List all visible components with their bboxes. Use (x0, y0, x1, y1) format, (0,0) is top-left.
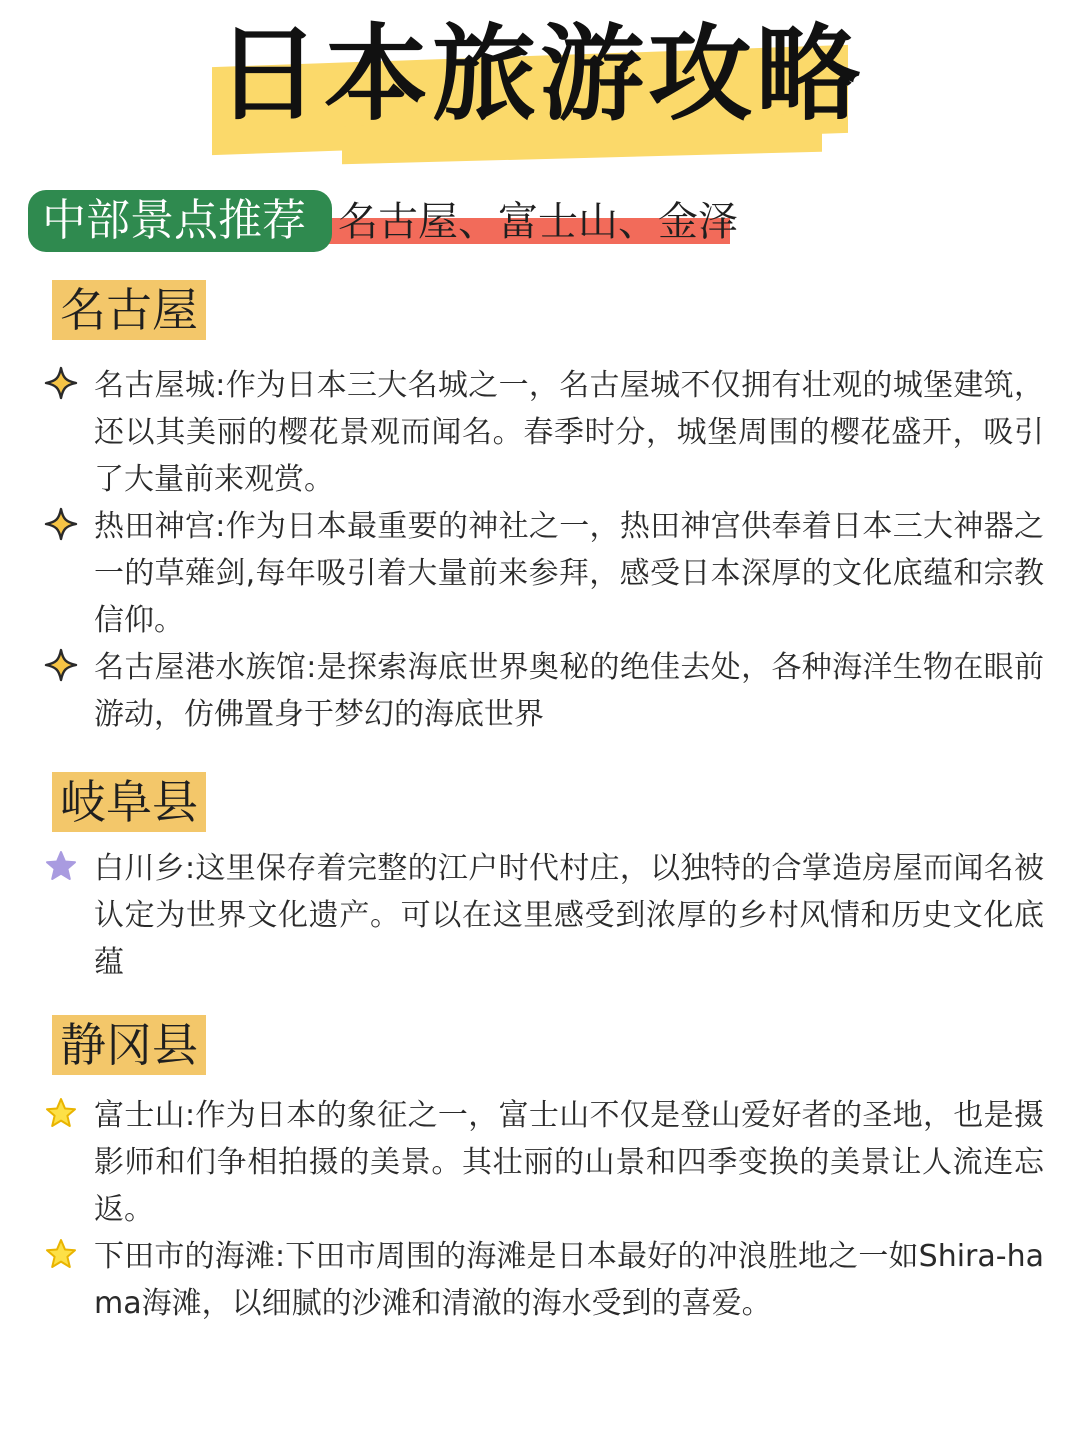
title-area (0, 0, 1080, 170)
list-item (44, 503, 1044, 644)
section-heading-shizuoka: 静冈县 (52, 1015, 206, 1075)
subtitle-row (28, 190, 748, 256)
list-item (44, 1233, 1044, 1327)
four-point-sparkle-icon (44, 366, 78, 400)
list-item (44, 845, 1044, 986)
item-text: 下田市的海滩:下田市周围的海滩是日本最好的冲浪胜地之一如Shira-hama海滩，以细腻的沙滩和清澈的海水受到的喜爱。 (94, 1239, 1044, 1321)
item-text: 名古屋城:作为日本三大名城之一，名古屋城不仅拥有壮观的城堡建筑，还以其美丽的樱花景观而闻名。春季时分，城堡周围的樱花盛开，吸引了大量前来观赏。 (94, 368, 1044, 497)
page-title: 日本旅游攻略 (215, 13, 864, 135)
item-text: 名古屋港水族馆:是探索海底世界奥秘的绝佳去处，各种海洋生物在眼前游动，仿佛置身于梦幻的海底世界 (94, 650, 1044, 732)
four-point-sparkle-icon (44, 507, 78, 541)
yellow-star-icon (44, 1096, 78, 1130)
list-item (44, 362, 1044, 503)
four-point-sparkle-icon (44, 648, 78, 682)
item-text: 富士山:作为日本的象征之一，富士山不仅是登山爱好者的圣地，也是摄影师和们争相拍摄的美景。其壮丽的山景和四季变换的美景让人流连忘返。 (94, 1098, 1044, 1227)
subtitle-description: 名古屋、富士山、金泽 (338, 199, 738, 245)
yellow-star-icon (44, 1237, 78, 1271)
section-heading-gifu: 岐阜县 (52, 772, 206, 832)
list-item (44, 644, 1044, 738)
item-text: 热田神宫:作为日本最重要的神社之一，热田神宫供奉着日本三大神器之一的草薙剑,每年吸引着大量前来参拜，感受日本深厚的文化底蕴和宗教信仰。 (94, 509, 1044, 638)
section-heading-nagoya: 名古屋 (52, 280, 206, 340)
list-item (44, 1092, 1044, 1233)
purple-star-icon (44, 849, 78, 883)
subtitle-tag: 中部景点推荐 (28, 190, 332, 252)
item-text: 白川乡:这里保存着完整的江户时代村庄，以独特的合掌造房屋而闻名被认定为世界文化遗产。可以在这里感受到浓厚的乡村风情和历史文化底蕴 (94, 851, 1044, 980)
